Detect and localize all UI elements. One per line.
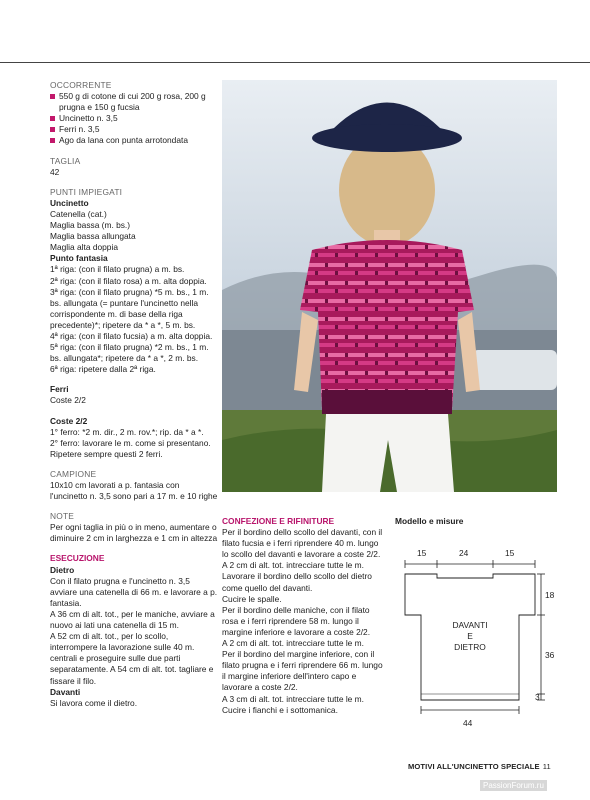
schema-column (395, 516, 555, 747)
fantasia-row: 4ª riga: (con il filato fucsia) a m. alta doppia. (50, 330, 213, 341)
watermark: PassionForum.ru (480, 780, 547, 791)
fantasia-row: 6ª riga: ripetere dalla 2ª riga. (50, 364, 156, 375)
schema-label: DAVANTI (452, 620, 488, 630)
page-footer (408, 762, 551, 771)
coste-row: 1° ferro: *2 m. dir., 2 m. rov.*; rip. da * a *. (50, 426, 204, 437)
dim-bottom: 44 (463, 718, 473, 728)
schema-title: Modello e misure (395, 516, 464, 526)
confezione-text: A 2 cm di alt. tot. intrecciare tutte le m. (222, 638, 364, 649)
confezione-text: Cucire i fianchi e i sottomanica. (222, 704, 338, 715)
square-bullet-icon (50, 127, 55, 132)
dietro-text: A 52 cm di alt. tot., per lo scollo, interrompere la lavorazione sulle 40 m. centrali e proseguire sulle due parti separatamente. A 54 cm di alt. tot. tagliare e fissare il filo. (50, 631, 214, 686)
square-bullet-icon (50, 94, 55, 99)
list-item: 550 g di cotone di cui 200 g rosa, 200 g prugna e 150 g fucsia (50, 91, 218, 113)
fantasia-row: 1ª riga: (con il filato prugna) a m. bs. (50, 264, 185, 275)
dim-top-mid: 24 (459, 548, 469, 558)
stitch-item: Maglia bassa (m. bs.) (50, 220, 131, 231)
dim-right-bottom: 3 (535, 692, 540, 702)
confezione-text: Per il bordino dello scollo del davanti, con il filato fucsia e i ferri riprendere 40 m. lungo lo scollo del davanti e lavorare a coste 2/2. (222, 527, 383, 560)
uncinetto-title: Uncinetto (50, 197, 89, 208)
esecuzione-title: ESECUZIONE (50, 553, 105, 564)
note-text: Per ogni taglia in più o in meno, aumentare o diminuire 2 cm in larghezza e 1 cm in altezza (50, 522, 218, 544)
taglia-title: TAGLIA (50, 155, 81, 166)
campione-title: CAMPIONE (50, 468, 97, 479)
materials-column (50, 80, 218, 709)
coste-title: Coste 2/2 (50, 415, 88, 426)
dietro-text: A 36 cm di alt. tot., per le maniche, avviare a nuovo ai lati una catenella di 15 m. (50, 608, 215, 631)
ferri-title: Ferri (50, 384, 69, 395)
coste-row: 2° ferro: lavorare le m. come si presentano. (50, 437, 211, 448)
dietro-text: Con il filato prugna e l'uncinetto n. 3,5 avviare una catenella di 66 m. e lavorare a p. fantasia. (50, 575, 218, 608)
confezione-text: A 3 cm di alt. tot. intrecciare tutte le m. (222, 693, 364, 704)
punti-title: PUNTI IMPIEGATI (50, 186, 123, 197)
fantasia-row: 2ª riga: (con il filato rosa) a m. alta doppia. (50, 275, 207, 286)
list-item: Uncinetto n. 3,5 (50, 113, 218, 124)
note-title: NOTE (50, 511, 75, 522)
dim-top-left: 15 (417, 548, 427, 558)
list-item: Ferri n. 3,5 (50, 124, 218, 135)
finishing-column (222, 516, 387, 716)
stitch-item: Catenella (cat.) (50, 208, 107, 219)
magazine-title: MOTIVI ALL'UNCINETTO SPECIALE (408, 762, 540, 771)
davanti-text: Si lavora come il dietro. (50, 697, 138, 708)
square-bullet-icon (50, 116, 55, 121)
square-bullet-icon (50, 138, 55, 143)
stitch-item: Maglia alta doppia (50, 242, 118, 253)
dietro-title: Dietro (50, 564, 75, 575)
top-rule (0, 62, 590, 63)
dim-right-mid: 36 (545, 650, 555, 660)
fantasia-row: 5ª riga: (con il filato prugna) *2 m. bs., 1 m. bs. allungata*; ripetere da * a *, 2 m. bs. (50, 342, 209, 364)
coste-row: Ripetere sempre questi 2 ferri. (50, 448, 163, 459)
confezione-text: Per il bordino delle maniche, con il filato rosa e i ferri riprendere 58 m. lungo il margine inferiore e lavorare a coste 2/2. (222, 604, 371, 637)
list-item: Ago da lana con punta arrotondata (50, 135, 218, 146)
davanti-title: Davanti (50, 686, 81, 697)
fantasia-row: 3ª riga: (con il filato prugna) *5 m. bs., 1 m. bs. allungata (= puntare l'uncinetto nella corrispondente m. di base della riga precedente)*; ripetere da * a *, 5 m. bs. (50, 286, 209, 330)
campione-text: 10x10 cm lavorati a p. fantasia con l'uncinetto n. 3,5 sono pari a 17 m. e 10 righe (50, 480, 218, 502)
confezione-title: CONFEZIONE E RIFINITURE (222, 516, 335, 526)
taglia-value: 42 (50, 166, 60, 177)
confezione-text: Per il bordino del margine inferiore, con il filato prugna e i ferri riprendere 66 m. lungo il margine inferiore dell'intero capo e lavorare a coste 2/2. (222, 649, 383, 693)
occorrente-title: OCCORRENTE (50, 80, 112, 90)
fantasia-title: Punto fantasia (50, 253, 108, 264)
schema-label: DIETRO (454, 642, 486, 652)
dim-right-top: 18 (545, 590, 555, 600)
dim-top-right: 15 (505, 548, 515, 558)
page-number: 11 (542, 762, 551, 771)
schema-label: E (467, 631, 473, 641)
stitch-item: Maglia bassa allungata (50, 231, 136, 242)
confezione-text: Cucire le spalle. (222, 593, 282, 604)
model-photo (222, 80, 557, 492)
ferri-value: Coste 2/2 (50, 395, 86, 406)
garment-schematic (395, 532, 555, 742)
confezione-text: A 2 cm di alt. tot. intrecciare tutte le m. Lavorare il bordino dello scollo del dietro come quello del davanti. (222, 560, 372, 593)
photo-illustration (222, 80, 557, 492)
